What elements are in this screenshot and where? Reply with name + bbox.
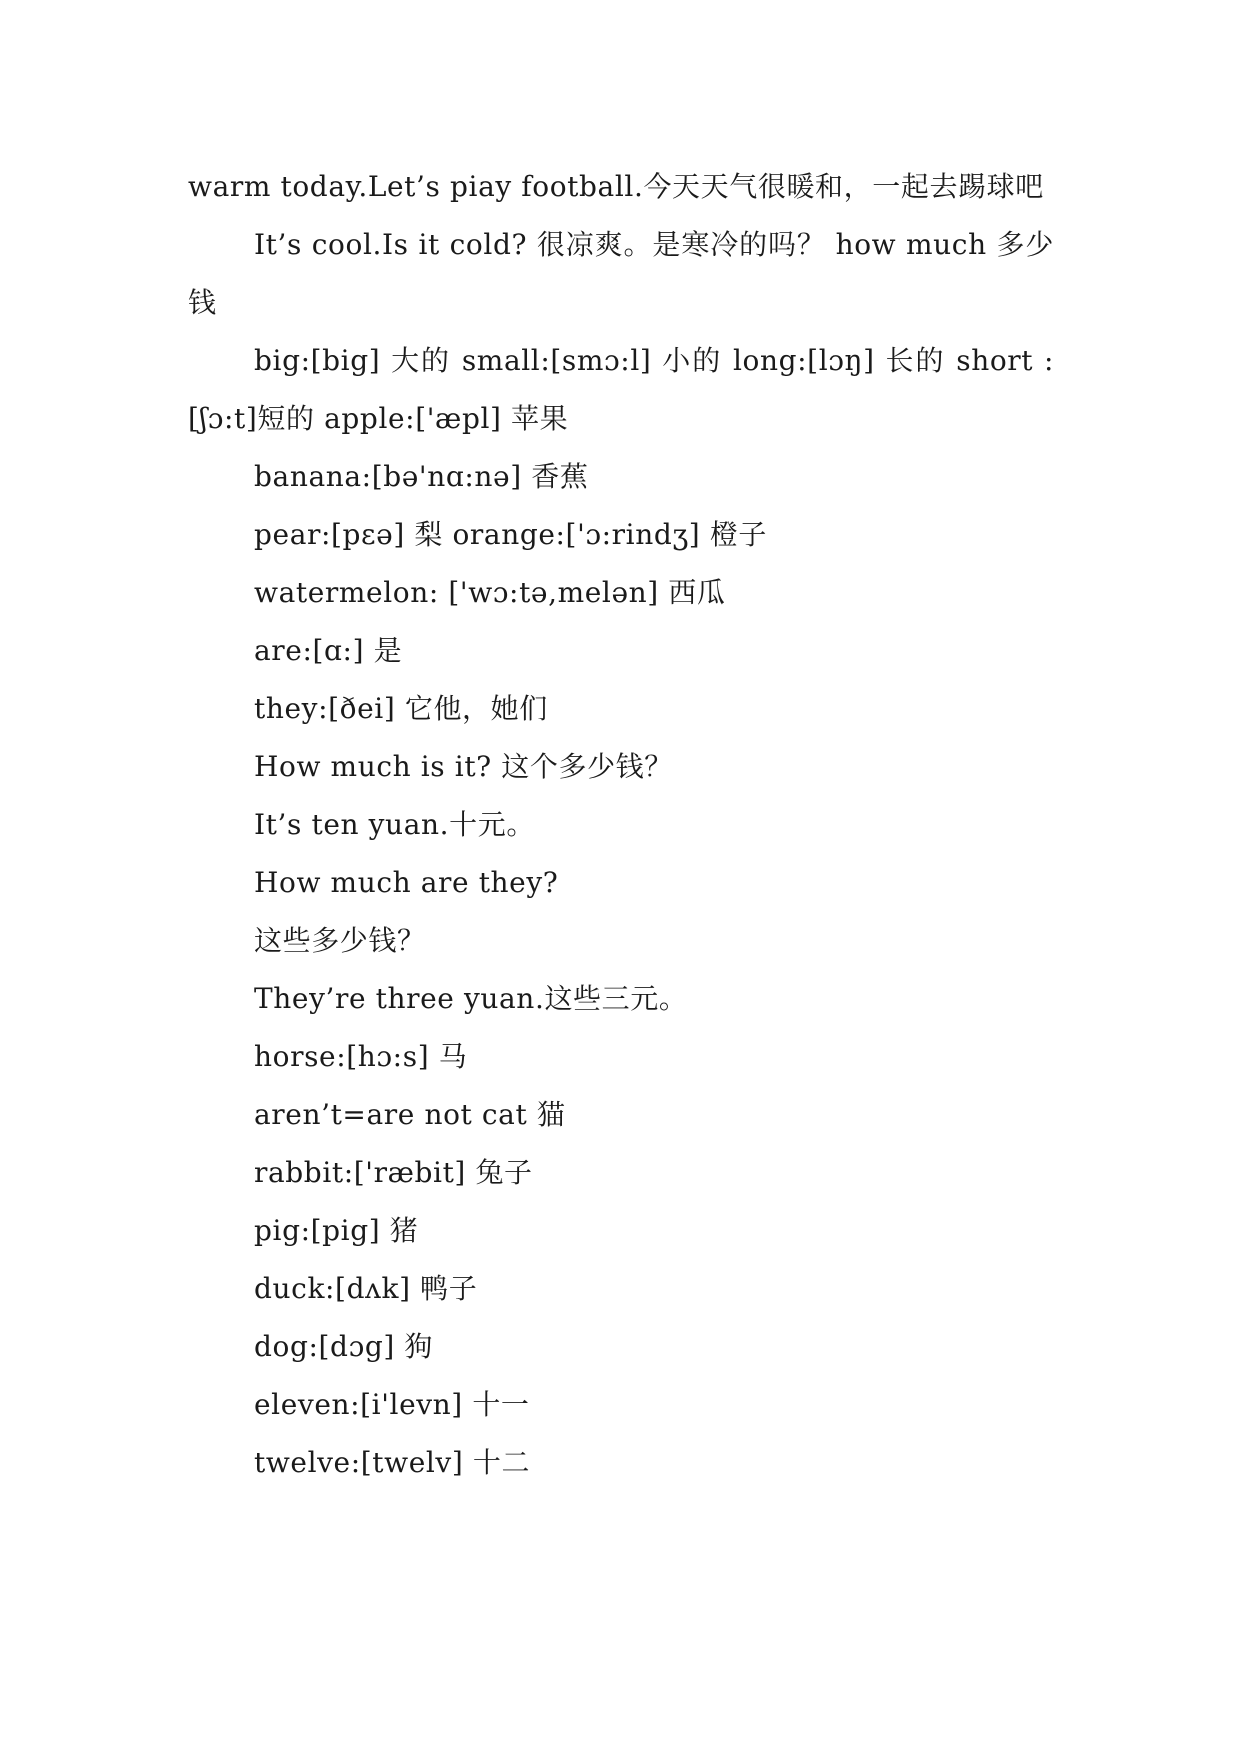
- vocab-they: they:[ðei] 它他，她们: [254, 692, 548, 725]
- paragraph-cool-cold: It’s cool.Is it cold? 很凉爽。是寒冷的吗？ how much 多少钱: [188, 228, 1054, 319]
- sentence-three-yuan: They’re three yuan.这些三元。: [254, 982, 688, 1015]
- vocab-dog: dog:[dɔg] 狗: [254, 1330, 434, 1363]
- vocab-are: are:[ɑ:] 是: [254, 634, 403, 667]
- vocab-eleven: eleven:[i'levn] 十一: [254, 1388, 530, 1421]
- vocab-duck: duck:[dʌk] 鸭子: [254, 1272, 478, 1305]
- vocab-rabbit: rabbit:['ræbit] 兔子: [254, 1156, 533, 1189]
- sentence-how-much-is-it: How much is it? 这个多少钱？: [254, 750, 673, 783]
- document-body: [188, 158, 1054, 1492]
- vocab-banana: banana:[bə'nɑ:nə] 香蕉: [254, 460, 589, 493]
- paragraph-size-words: big:[big] 大的 small:[smɔ:l] 小的 long:[lɔŋ] 长的 short :[ʃɔ:t]短的 apple:['æpl] 苹果: [188, 344, 1054, 435]
- vocab-pear-orange: pear:[pεə] 梨 orange:['ɔ:rindʒ] 橙子: [254, 518, 768, 551]
- vocab-twelve: twelve:[twelv] 十二: [254, 1446, 531, 1479]
- sentence-how-much-are-they: How much are they?: [254, 866, 559, 899]
- sentence-ten-yuan: It’s ten yuan.十元。: [254, 808, 535, 841]
- sentence-how-much-chinese: 这些多少钱？: [254, 924, 426, 957]
- paragraph-weather-football: warm today.Let’s piay football.今天天气很暖和，一起去踢球吧: [188, 170, 1044, 203]
- vocab-watermelon: watermelon: ['wɔ:tə,melən] 西瓜: [254, 576, 726, 609]
- vocab-arent-cat: aren’t=are not cat 猫: [254, 1098, 566, 1131]
- vocab-pig: pig:[pig] 猪: [254, 1214, 419, 1247]
- vocab-horse: horse:[hɔ:s] 马: [254, 1040, 468, 1073]
